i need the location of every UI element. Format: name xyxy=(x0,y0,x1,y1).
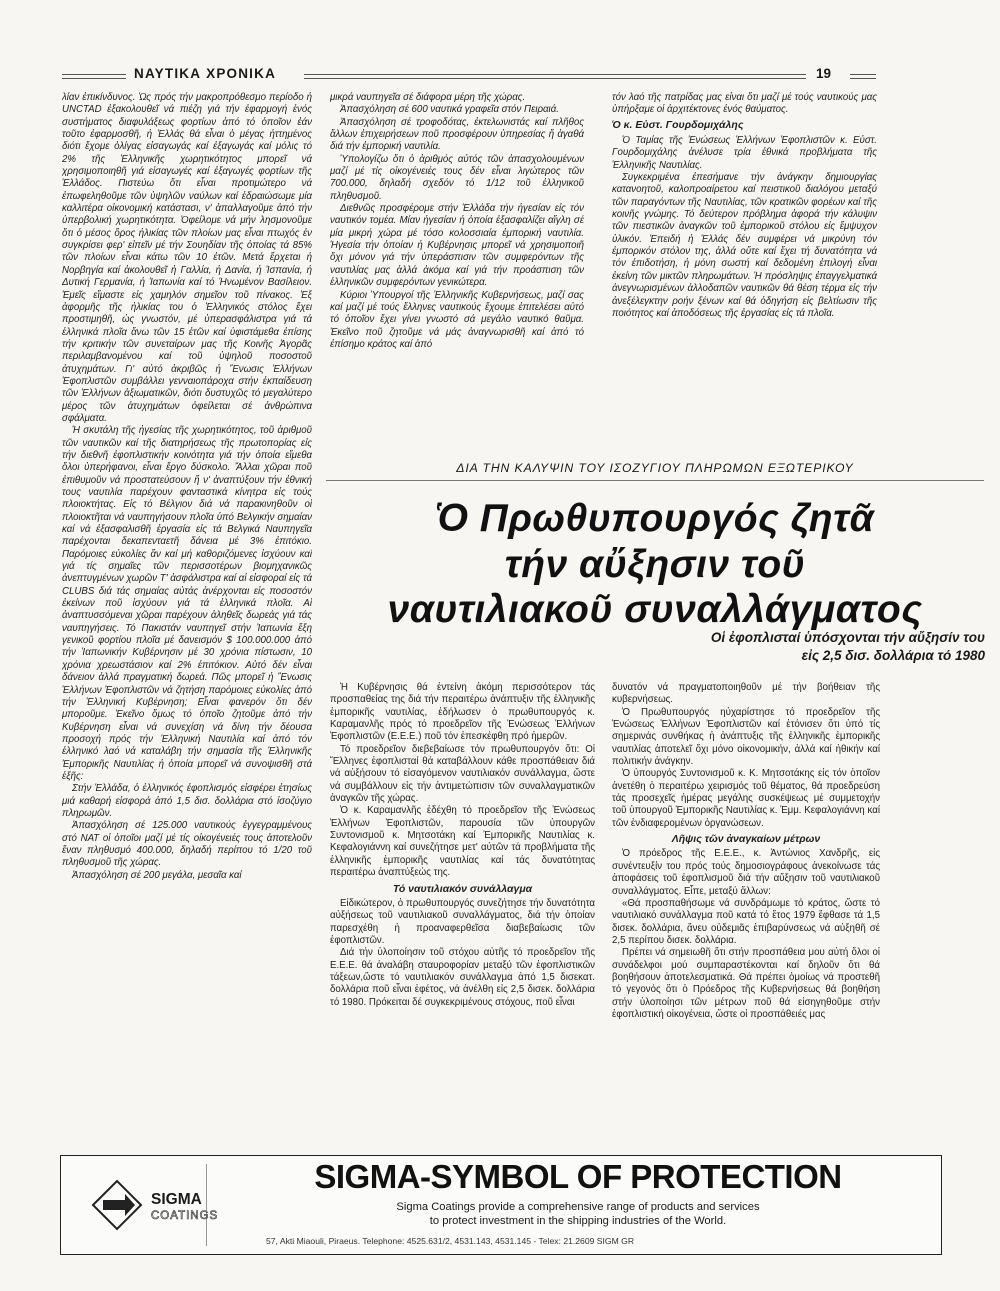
paragraph: Τό προεδρεῖον διεβεβαίωσε τόν πρωθυπουργόν ὅτι: Οἱ Ἕλληνες ἐφοπλισταί θά καταβάλλουν κάθε προσπάθειαν διά νά αὐξήσουν τό εἰσαγόμενον ναυτιλιακόν συνάλλαγμα, ὥστε νά συμβάλλουν εἰς τήν ἀντιμετώπισιν τῶν συναλλαγματικῶν ἀναγκῶν τῆς χώρας. xyxy=(330,743,595,805)
sigma-brand-sub: COATINGS xyxy=(151,1210,219,1222)
paragraph: Συγκεκριμένα ἐπεσήμανε τήν ἀνάγκην δημιουργίας κατανοητοῦ, καλοπροαίρετου καί πειστικοῦ διαλόγου μεταξύ τῶν παραγόντων τῆς Ναυτιλίας, τῶν κρατικῶν φορέων καί τῆς κοινῆς γνώμης. Τό δεύτερον πρόβλημα ἀφορά τήν κάλυψιν τῶν πιεστικῶν ἀναγκῶν τοῦ ἐμπορικοῦ στόλου εἰς ἔμψυχον ὑλικόν. Ἐπειδή ἡ Ἑλλάς δέν συμφέρει νά μικρύνη τόν ἐμπορικόν στόλον της, ἀλλά οὔτε καί ἔχει τή δυνατότητα νά τόν ἐπιδοτήση, ἡ μόνη σωστή καί δεδομένη ἐπιλογή εἶναι ἐκείνη τῶν μικτῶν πληρωμάτων. Ἡ πρόσληψις ἐπαγγελματικά ἀνεγνωρισμένων ἀλλοδαπῶν ναυτικῶν θά θέση τέρμα εἰς τήν ἀνεξέλεγκτην ροήν ξένων καί θά ὁδηγήση εἰς βελτίωσιν τῆς ποιότητος καί ἀποδόσεως τῆς ἐργασίας εἰς τά πλοῖα. xyxy=(612,172,877,319)
paragraph: Ἀπασχόληση σέ 200 μεγάλα, μεσαῖα καί xyxy=(72,869,242,881)
headline-line-1: Ὁ Πρωθυπουργός ζητᾶ xyxy=(435,497,875,540)
paragraph: Πρέπει νά σημειωθῆ ὅτι στήν προσπάθεια μου αὐτή ὅλοι οἱ συνάδελφοι μού συμπαραστέκονται καί δηλοῦν ὅτι θά βοηθήσουν ἀποτελεσματικά. Θά πρέπει ὁμοίως νά προστεθῆ τό γεγονός ὅτι ὁ Πρόεδρος τῆς Κυβερνήσεως θά βοηθήση στήν ὑλοποίησι τῶν μέτρων ποῦ θά εἰσηγηθοῦμε στήν ἐφοπλιστική οἰκογένεια, ὥστε οἱ προσπάθειές μας xyxy=(612,947,880,1020)
paragraph: Ἀπασχόληση σέ 125.000 ναυτικούς ἐγγεγραμμένους στό ΝΑΤ οἱ ὁποῖοι μαζί μέ τίς οἰκογένειές τους ἀποτελοῦν ἕναν πληθυσμό 400.000, δηλαδή περίπου τό 1/20 τοῦ πληθυσμοῦ τῆς χώρας. xyxy=(62,820,312,869)
page-number: 19 xyxy=(816,66,832,81)
paragraph: Ὁ πρόεδρος τῆς Ε.Ε.Ε., κ. Ἀντώνιος Χανδρῆς, εἰς συνέντευξίν του πρός τούς δημοσιογράφους ἀνεκοίνωσε τάς ἀποφάσεις τοῦ ἐφοπλισμοῦ διά τήν αὔξησιν τοῦ ναυτιλιακοῦ συναλλάγματος. Εἶπε, μεταξύ ἄλλων: xyxy=(612,848,880,897)
paragraph: Διά τήν ὑλοποίησιν τοῦ στόχου αὐτῆς τό προεδρεῖον τῆς Ε.Ε.Ε. θά ἀναλάβη σταυροφορίαν μεταξύ τῶν ἐφοπλιστικῶν τάξεων,ὥστε τό ναυτιλιακόν συνάλλαγμα ἀπό 1,5 δισεκατ. δολλάρια ποῦ εἶναι ἐφέτος, νά ἀνέλθη εἰς 2,5 δισεκ. δολλάρια τό 1980. Πρόκειται δέ συγκεκριμένους στόχους, ποῦ εἶναι xyxy=(330,947,595,1008)
sigma-advertisement xyxy=(60,1155,942,1255)
headline-kicker: ΔΙΑ ΤΗΝ ΚΑΛΥΨΙΝ ΤΟΥ ΙΣΟΖΥΓΙΟΥ ΠΛΗΡΩΜΩΝ ΕΞΩΤΕΡΙΚΟΥ xyxy=(456,461,854,475)
paragraph: Ἀπασχόληση σέ 600 ναυτικά γραφεῖα στόν Πειραιά. xyxy=(340,104,559,116)
ad-address: 57, Akti Miaouli, Piraeus. Telephone: 4525.631/2, 4531.143, 4531.145 - Telex: 21.2609 SIGM GR xyxy=(266,1236,635,1246)
article-column-5 xyxy=(612,682,880,1146)
main-headline xyxy=(326,496,984,633)
sub-headline-line-1: Οἱ ἐφοπλισταί ὑπόσχονται τήν αὔξησίν του xyxy=(710,630,985,645)
paragraph: λίαν ἐπικίνδυνος. Ὡς πρός τήν μακροπρόθεσμο περίοδο ἡ UNCTAD ἐξακολουθεῖ νά πιέζη γιά τήν ἐφαρμογή ἑνός συστήματος διαφυλάξεως φορτίων ἀπό τό ὁποῖον ἐάν τοῦτο ἐφαρμοσθῆ, ἡ Ἑλλάς θά εἶναι ὁ μέγας ἡττημένος διότι ἔχομε ὀλίγας εἰσαγωγάς καί ἐξαγωγάς καί μόλις τό 2% τῆς Ἑλληνικῆς χωρητικότητος μπορεῖ νά χρησιμοποιηθῆ γιά εἰσαγωγές καί ἐξαγωγές φορτίων τῆς Ἑλλάδος. Πιστεύω ὅτι εἶναι προτιμώτερο νά ἐπωφεληθοῦμε τῶν ὑψηλῶν ναύλων καί ἑδραιώσωμε μία καλλιτέρα οἰκονομική κατάστασι, ν' ἀπαλλαγοῦμε ἀπό τήν ὑπερβολική χωρητικότητα. Ὀφείλομε νά μήν λησμονοῦμε ὅτι ὁ μέσος ὅρος ἡλικίας τῶν πλοίων μας εἶναι πτωχός ἐν συγκρίσει φερ' εἰπεῖν μέ τήν Σουηδίαν τῆς ὁποίας τά 85% τῶν πλοίων εἶναι κάτω τῶν 10 ἐτῶν. Μετά ἔρχεται ἡ Νορβηγία καί ἀκολουθεῖ ἡ Γαλλία, ἡ Δανία, ἡ Ἰσπανία, ἡ Δυτική Γερμανία, ἡ Ἰαπωνία καί τό Ἡνωμένον Βασίλειον. Ἐμεῖς εἴμαστε εἰς χαμηλόν σημεῖον τοῦ πίνακος. Ἐξ ἀφορμῆς τῆς ἡλικίας του ὁ Ἑλληνικός στόλος ἔχει προστιμηθῆ, ὡς γνωστόν, μέ ὑπερασφάλιστρα γιά τά ἑλληνικά πλοῖα ἄνω τῶν 15 ἐτῶν καί ὑφιστάμεθα ἐπίσης τήν κριτικήν τῶν συνεταίρων μας τῆς Κοινῆς Ἀγορᾶς περιλαμβανομένου καί τοῦ ὑψηλοῦ ποσοστοῦ ἀτυχημάτων. Γι' αὐτό ἀκριβῶς ἡ Ἕνωσις Ἑλλήνων Ἐφοπλιστῶν συμβάλλει γενναιοπάροχα στήν ἐκπαίδευση τῶν Ἑλλήνων ἀξιωματικῶν, διότι δυστυχῶς τό μεγαλύτερο μέρος τῶν ἀτυχημάτων ὀφείλεται σέ ἀνθρώπινα σφάλματα. xyxy=(62,92,312,424)
sigma-brand: SIGMA xyxy=(151,1191,202,1208)
article-column-3 xyxy=(612,92,877,454)
paragraph: Ὁ Ταμίας τῆς Ἑνώσεως Ἑλλήνων Ἐφοπλιστῶν κ. Εὐστ. Γουρδομιχάλης ἀνέλυσε τρία ἐθνικά προβλήματα τῆς Ἑλληνικῆς Ναυτιλίας. xyxy=(612,135,877,171)
header-title: ΝΑΥΤΙΚΑ ΧΡΟΝΙΚΑ xyxy=(134,66,277,81)
headline-line-3: ναυτιλιακοῦ συναλλάγματος xyxy=(387,588,923,631)
article-column-1 xyxy=(62,92,312,1142)
sub-headline xyxy=(440,629,985,665)
section-subheading: Λῆψις τῶν ἀναγκαίων μέτρων xyxy=(671,833,821,846)
paragraph: δυνατόν νά πραγματοποιηθοῦν μέ τήν βοήθειαν τῆς κυβερνήσεως. xyxy=(612,682,880,706)
paragraph: Διεθνῶς προσφέρομε στήν Ἑλλάδα τήν ἡγεσίαν εἰς τόν ναυτικόν τομέα. Μίαν ἡγεσίαν ἡ ὁποία ἐξασφαλίζει αἴγλη σέ μία μικρή χώρα μέ τόσο κολοσσιαία ἐμπορική ναυτιλία. Ἡγεσία τήν ὁποίαν ἡ Κυβέρνησις μπορεῖ νά χρησιμοποιῆ ὄχι μόνον γιά τήν ὑπεράσπισιν τῶν συμφερόντων τῆς ναυτιλίας μας ἀλλά ἀκόμα καί γιά τήν προάσπιση τῶν ἑλληνικῶν συμφερόντων γενικώτερα. xyxy=(330,203,584,289)
paragraph: Στήν Ἑλλάδα, ὁ ἑλληνικός ἐφοπλισμός εἰσφέρει ἐτησίως μιά καθαρή εἰσφορά ἀπό 1,5 δισ. δολλάρια στό ἰσοζύγιο πληρωμῶν. xyxy=(62,783,312,819)
paragraph: Εἰδικώτερον, ὁ πρωθυπουργός συνεζήτησε τήν δυνατότητα αὐξήσεως τοῦ ναυτιλιακοῦ συναλλάγματος, διά τήν ὁποίαν παρεσχέθη ἡ προαναφερθεῖσα διαβεβαίωσις τῶν ἐφοπλιστῶν. xyxy=(330,897,595,946)
paragraph: Ὑπολογίζω ὅτι ὁ ἀριθμός αὐτός τῶν ἀπασχολουμένων μαζί μέ τίς οἰκογένειές τους δέν εἶναι λιγώτερος τῶν 700.000, δηλαδή σχεδόν τό 1/12 τοῦ ἑλληνικοῦ πληθυσμοῦ. xyxy=(330,153,584,202)
paragraph: Κύριοι Ὑπουργοί τῆς Ἑλληνικῆς Κυβερνήσεως, μαζί σας καί μαζί μέ τούς ἕλληνες ναυτικούς ἔχουμε ἐπιτελέσει αὐτό τό ὁποῖον ἔχει γίνει γνωστό σά μεγάλο ναυτικό θαῦμα. Ἐκεῖνο ποῦ ζητοῦμε νά μάς ἀναγνωρισθῆ καί ἀπό τό ἐπίσημο κράτος καί ἀπό xyxy=(330,289,584,350)
ad-body-line-1: Sigma Coatings provide a comprehensive range of products and services xyxy=(396,1201,760,1213)
paragraph: Ὁ κ. Καραμανλῆς ἐδέχθη τό προεδρεῖον τῆς Ἑνώσεως Ἑλλήνων Ἐφοπλιστῶν, παρουσία τῶν ὑπουργῶν Συντονισμοῦ κ. Μητσοτάκη καί Ἐμπορικῆς Ναυτιλίας κ. Κεφαλογιάννη καί συνεζήτησε μετ' αὐτῶν τά προβλήματα τῆς ἑλληνικῆς ἐμπορικῆς ναυτιλίας καί τάς δυνατότητας περαιτέρω ἀναπτύξεώς της. xyxy=(330,805,595,879)
section-subheading: Τό ναυτιλιακόν συνάλλαγμα xyxy=(392,882,533,895)
paragraph: Ὁ Πρωθυπουργός ηὐχαρίστησε τό προεδρεῖον τῆς Ἑνώσεως Ἑλλήνων Ἐφοπλιστῶν καί ἐτόνισεν ὅτι ὑπό τίς σημερινάς συνθήκας ἡ ἀνάπτυξις τῆς ἑλληνικῆς ἐμπορικῆς ναυτιλίας ἀποτελεῖ ὄχι μόνο οἰκονομικήν, ἀλλά καί ἠθικήν καί πολιτικήν ἀνάγκην. xyxy=(612,706,880,768)
headline-line-2: τήν αὔξησιν τοῦ xyxy=(504,542,806,586)
paragraph: Ἡ Κυβέρνησις θά ἐντείνη ἀκόμη περισσότερον τάς προσπαθείας της διά τήν περαιτέρω ἀνάπτυξιν τῆς ἑλληνικῆς ἐμπορικῆς ναυτιλίας, ἐδήλωσεν ὁ πρωθυπουργός κ. Καραμανλῆς πρός τό προεδρεῖον τῆς Ἑνώσεως Ἑλλήνων Ἐφοπλιστῶν (Ε.Ε.Ε.) ποῦ τόν ἐπεσκέφθη πρό ἡμερῶν. xyxy=(330,682,595,743)
paragraph: μικρά ναυπηγεῖα σέ διάφορα μέρη τῆς χώρας. xyxy=(330,92,526,103)
sub-headline-line-2: εἰς 2,5 δισ. δολλάρια τό 1980 xyxy=(801,648,985,663)
paragraph: Ὁ ὑπουργός Συντονισμοῦ κ. Κ. Μητσοτάκης εἰς τόν ὁποῖον ἀνετέθη ὁ περαιτέρω χειρισμός τοῦ θέματος, θά προεδρεύση τάς προσεχεῖς ἡμέρας μεγάλης συσκέψεως μέ συμμετοχήν τοῦ ὑπουργοῦ Ἐμπορικῆς Ναυτιλίας κ. Ἐμμ. Κεφαλογιάννη καί τῶν ἐνδιαφερομένων ὀργανώσεων. xyxy=(612,768,880,829)
sigma-logo xyxy=(73,1164,219,1246)
ad-body-line-2: to protect investment in the shipping industries of the World. xyxy=(429,1215,727,1227)
ad-slogan: SIGMA-SYMBOL OF PROTECTION xyxy=(314,1158,842,1195)
paragraph: τόν λαό τῆς πατρίδας μας εἶναι ὅτι μαζί μέ τούς ναυτικούς μας ὑπήρξαμε οἱ ἀρχιτέκτονες ἑνός θαύματος. xyxy=(612,92,877,116)
ad-body xyxy=(213,1200,943,1228)
article-column-2 xyxy=(330,92,584,454)
paragraph: Ἀπασχόληση σέ τροφοδότας, ἐκτελωνιστάς καί πλῆθος ἄλλων ἐπιχειρήσεων ποῦ προσφέρουν ὑπηρεσίας ἤ ἀγαθά διά τήν ἐμπορική ναυτιλία. xyxy=(330,116,584,153)
kicker-rule xyxy=(326,480,984,481)
sigma-arrow-icon xyxy=(89,1178,145,1232)
header-rule-center xyxy=(304,74,806,79)
article-column-4 xyxy=(330,682,595,1146)
paragraph: «Θά προσπαθήσωμε νά συνδράμωμε τό κράτος, ὥστε τό ναυτιλιακό συνάλλαγμα ποῦ κατά τό ἔτος 1979 ἔφθασε τά 1,5 δισεκ. δολλάρια, ἄνευ οὐδεμιᾶς ἐπιβαρύνσεως νά αὐξηθῆ σέ 2,5 περίπου δισεκ. δολλάρια. xyxy=(612,897,880,946)
header-rule-right xyxy=(850,74,876,79)
header-rule-left xyxy=(62,74,126,79)
section-heading: Ὁ κ. Εὐστ. Γουρδομιχάλης xyxy=(612,118,744,131)
paragraph: Ἡ σκυτάλη τῆς ἡγεσίας τῆς χωρητικότητος, τοῦ ἀριθμοῦ τῶν ναυτικῶν καί τῆς διατηρήσεως τῆς πρωτοπορίας εἰς τήν διεθνῆ ἐφοπλιστικήν κοινότητα γιά τήν ὁποία εἴμεθα ὅλοι ὑπερήφανοι, εἶναι ἔργο δύσκολο. Ἄλλαι χῶραι ποῦ ἐπιθυμοῦν νά προστατεύσουν ἤ ν' ἀναπτύξουν τήν ἐθνική τους ναυτιλία παρέχουν φανταστικά κίνητρα εἰς τούς πλοιοκτήτας. Εἰς τό Βέλγιον διά νά παρακινηθοῦν οἱ πλοιοκτῆται νά ναυπηγήσουν πλοῖα ὑπό Βελγικήν σημαίαν καί νά ἐξασφαλισθῆ ἐργασία εἰς τά Βελγικά Ναυπηγεῖα παρέχονται δεκαπενταετῆ δάνεια μέ 3% ἐπιτόκιο. Παρόμοιες εὐκολίες ἄν καί μή καθοριζόμενες ἰσχύουν καί γιά τίς σημαῖες τῶν περισσοτέρων βιομηχανικῶς ἀνεπτυγμένων χωρῶν Τ' ἀσφάλιστρα καί αἱ εἰσφοραί εἰς τά CLUBS διά τάς σημαίας αὐτάς ἀνέρχονται εἰς ποσοστόν ἐκείνων ποῦ ἰσχύουν γιά τά ἑλληνικά πλοῖα. Αἱ ἀναπτυσσόμεναι χῶραι παρέχουν ἀληθεῖς δωρεάς γιά τάς ναυπηγήσεις. Τό Πακιστάν ναυπηγεῖ στήν Ἰαπωνία ἕξη γενικοῦ φορτίου πλοῖα μέ δανεισμόν $ 100.000.000 ἀπό τήν Ἰαπωνικήν Κυβέρνησιν μέ 30 χρόνια πίστωσιν, 10 χρόνια χρεωστάσιον καί 2% ἐπιτόκιον. Αὐτό δέν εἶναι δάνειον ἀλλά πραγματική δωρεά. Πῶς μπορεῖ ἡ Ἕνωσις Ἑλλήνων Ἐφοπλιστῶν νά ζητήση παρόμοιες εὐκολίες ἀπό τήν Ἑλληνική Κυβέρνηση; Εἶναι φανερόν ὅτι δέν μποροῦμε. Ἐκεῖνο ὅμως τό ὁποῖο ζητοῦμε ἀπό τήν Κυβέρνηση εἶναι νά συνεχίση νά δίνη τήν δέουσα προσοχή πρός τήν Ἑλληνική Ναυτιλία καί ἀπό τόν ἑλληνικό λαό νά καταλάβη τήν σημασία τῆς Ἑλληνικῆς Ἐμπορικῆς Ναυτιλίας ἡ ὁποία μπορεῖ νά συνοψισθῆ στά ἑξῆς: xyxy=(62,425,312,782)
